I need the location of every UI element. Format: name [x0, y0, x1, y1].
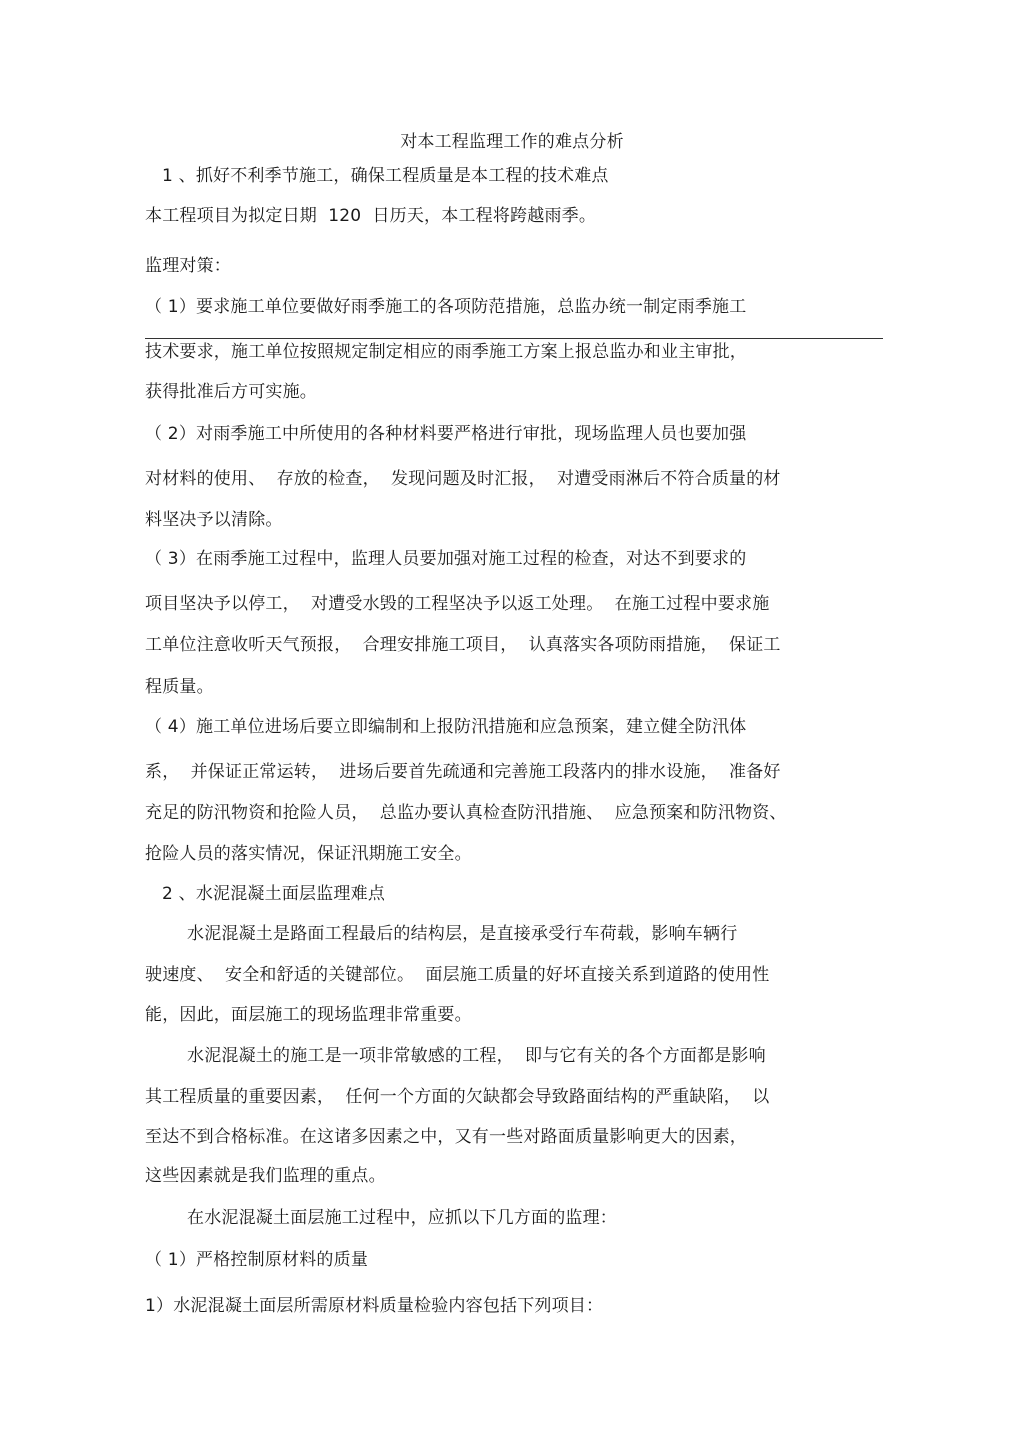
document-title: 对本工程监理工作的难点分析: [400, 132, 624, 152]
paragraph-line: 抢险人员的落实情况，保证汛期施工安全。: [145, 844, 472, 864]
section-heading-1: 1 、抓好不利季节施工，确保工程质量是本工程的技术难点: [162, 166, 609, 186]
paragraph-line: 水泥混凝土是路面工程最后的结构层，是直接承受行车荷载，影响车辆行: [187, 924, 738, 944]
paragraph-line: 系， 并保证正常运转， 进场后要首先疏通和完善施工段落内的排水设施， 准备好: [145, 762, 781, 782]
paragraph-line: （ 1）要求施工单位要做好雨季施工的各项防范措施，总监办统一制定雨季施工: [145, 297, 747, 317]
paragraph-line: （ 3）在雨季施工过程中，监理人员要加强对施工过程的检查，对达不到要求的: [145, 549, 747, 569]
paragraph-line: （ 2）对雨季施工中所使用的各种材料要严格进行审批，现场监理人员也要加强: [145, 424, 747, 444]
paragraph-line: （ 1）严格控制原材料的质量: [145, 1250, 369, 1270]
paragraph-line: 水泥混凝土的施工是一项非常敏感的工程， 即与它有关的各个方面都是影响: [187, 1046, 766, 1066]
paragraph-line: 至达不到合格标准。在这诸多因素之中，又有一些对路面质量影响更大的因素，: [145, 1127, 747, 1147]
paragraph-line: 获得批准后方可实施。: [145, 382, 317, 402]
paragraph-line: 这些因素就是我们监理的重点。: [145, 1166, 386, 1186]
paragraph-line: （ 4）施工单位进场后要立即编制和上报防汛措施和应急预案，建立健全防汛体: [145, 717, 747, 737]
paragraph-line: 能，因此，面层施工的现场监理非常重要。: [145, 1005, 472, 1025]
paragraph-line: 驶速度、 安全和舒适的关键部位。 面层施工质量的好坏直接关系到道路的使用性: [145, 965, 770, 985]
paragraph-line: 在水泥混凝土面层施工过程中，应抓以下几方面的监理：: [187, 1208, 617, 1228]
paragraph-line: 程质量。: [145, 677, 214, 697]
paragraph-line: 对材料的使用、 存放的检查， 发现问题及时汇报， 对遭受雨淋后不符合质量的材: [145, 469, 781, 489]
horizontal-rule: [145, 338, 883, 339]
paragraph-line: 监理对策：: [145, 256, 231, 276]
paragraph-line: 技术要求，施工单位按照规定制定相应的雨季施工方案上报总监办和业主审批，: [145, 342, 747, 362]
paragraph-line: 1）水泥混凝土面层所需原材料质量检验内容包括下列项目：: [145, 1296, 604, 1316]
paragraph-line: 料坚决予以清除。: [145, 510, 283, 530]
paragraph-line: 项目坚决予以停工， 对遭受水毁的工程坚决予以返工处理。 在施工过程中要求施: [145, 594, 770, 614]
paragraph-line: 工单位注意收听天气预报， 合理安排施工项目， 认真落实各项防雨措施， 保证工: [145, 635, 781, 655]
paragraph-line: 充足的防汛物资和抢险人员， 总监办要认真检查防汛措施、 应急预案和防汛物资、: [145, 803, 787, 823]
paragraph-line: 其工程质量的重要因素， 任何一个方面的欠缺都会导致路面结构的严重缺陷， 以: [145, 1087, 770, 1107]
paragraph-line: 本工程项目为拟定日期 120 日历天，本工程将跨越雨季。: [145, 206, 597, 226]
section-heading-2: 2 、水泥混凝土面层监理难点: [162, 884, 386, 904]
